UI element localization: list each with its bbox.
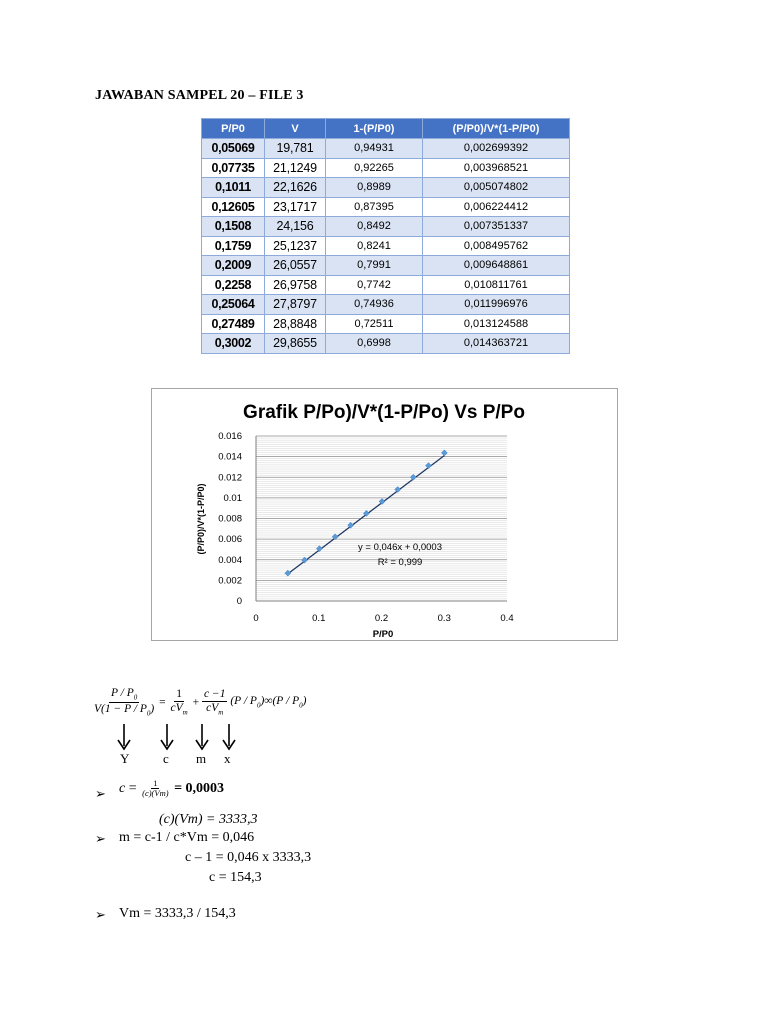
data-point bbox=[441, 450, 447, 456]
table-cell: 0,27489 bbox=[202, 314, 265, 334]
table-cell: 0,013124588 bbox=[423, 314, 570, 334]
chart-grid bbox=[256, 436, 507, 599]
table-cell: 23,1717 bbox=[265, 197, 326, 217]
table-cell: 0,25064 bbox=[202, 295, 265, 315]
table-cell: 0,92265 bbox=[326, 158, 423, 178]
table-row bbox=[202, 236, 570, 256]
y-tick-label: 0.008 bbox=[218, 513, 242, 525]
data-point bbox=[425, 463, 431, 469]
table-cell: 0,7742 bbox=[326, 275, 423, 295]
table-cell: 19,781 bbox=[265, 139, 326, 159]
table-cell: 0,1759 bbox=[202, 236, 265, 256]
table-cell: 0,006224412 bbox=[423, 197, 570, 217]
table-cell: 28,8848 bbox=[265, 314, 326, 334]
table-cell: 0,1508 bbox=[202, 217, 265, 237]
col-header-v: V bbox=[265, 119, 326, 139]
table-cell: 0,010811761 bbox=[423, 275, 570, 295]
y-tick-label: 0.012 bbox=[218, 472, 242, 484]
x-tick-label: 0.4 bbox=[500, 613, 514, 624]
data-table bbox=[201, 118, 570, 354]
table-cell: 0,3002 bbox=[202, 334, 265, 354]
table-cell: 25,1237 bbox=[265, 236, 326, 256]
y-tick-label: 0.014 bbox=[218, 451, 242, 463]
x-tick-label: 0.3 bbox=[437, 613, 451, 624]
table-cell: 0,8492 bbox=[326, 217, 423, 237]
table-cell: 0,009648861 bbox=[423, 256, 570, 276]
table-cell: 0,7991 bbox=[326, 256, 423, 276]
table-cell: 0,007351337 bbox=[423, 217, 570, 237]
step-c-numerator: 1 bbox=[153, 778, 158, 788]
table-row bbox=[202, 178, 570, 198]
y-tick-label: 0.002 bbox=[218, 575, 242, 587]
table-cell: 0,72511 bbox=[326, 314, 423, 334]
step-c-equation: c = $\frac{1}{(c)(Vm)}$ = 0,0003 bbox=[119, 778, 225, 799]
label-x: x bbox=[224, 751, 231, 766]
table-cell: 29,8655 bbox=[265, 334, 326, 354]
table-row bbox=[202, 158, 570, 178]
table-cell: 26,0557 bbox=[265, 256, 326, 276]
chart bbox=[152, 389, 617, 640]
label-m: m bbox=[196, 751, 207, 766]
x-tick-label: 0 bbox=[253, 613, 259, 624]
term-one-over-cvm bbox=[169, 688, 190, 717]
subscript-zero: 0 bbox=[146, 709, 151, 718]
bullet-icon: ➢ bbox=[95, 908, 106, 923]
y-tick-label: 0.004 bbox=[218, 554, 242, 566]
page-heading: JAWABAN SAMPEL 20 – FILE 3 bbox=[95, 88, 304, 103]
table-cell: 0,07735 bbox=[202, 158, 265, 178]
table-cell: 0,005074802 bbox=[423, 178, 570, 198]
y-tick-label: 0 bbox=[236, 596, 242, 607]
step-cvm-result: (c)(Vm) = 3333,3 bbox=[159, 812, 258, 827]
table-cell: 0,003968521 bbox=[423, 158, 570, 178]
chart-frame bbox=[151, 388, 618, 641]
y-tick-label: 0.006 bbox=[218, 534, 242, 546]
table-body bbox=[202, 139, 570, 354]
denominator-cvm: cV bbox=[206, 701, 219, 714]
table-cell: 22,1626 bbox=[265, 178, 326, 198]
subscript-m: m bbox=[182, 708, 188, 717]
table-cell: 27,8797 bbox=[265, 295, 326, 315]
step-c-denominator: (c)(Vm) bbox=[142, 788, 169, 799]
x-axis-label: P/P0 bbox=[372, 629, 394, 640]
y-axis-label: (P/P0)/V*(1-P/P0) bbox=[196, 483, 206, 555]
table-cell: 0,014363721 bbox=[423, 334, 570, 354]
y-tick-labels bbox=[218, 431, 242, 607]
label-c: c bbox=[163, 751, 169, 766]
data-point bbox=[285, 570, 291, 576]
table-cell: 24,156 bbox=[265, 217, 326, 237]
table-cell: 0,87395 bbox=[326, 197, 423, 217]
y-tick-label: 0.016 bbox=[218, 431, 242, 442]
x-tick-labels bbox=[253, 613, 513, 624]
chart-title: Grafik P/Po)/V*(1-P/Po) Vs P/Po bbox=[243, 402, 525, 423]
table-row bbox=[202, 275, 570, 295]
table-row bbox=[202, 217, 570, 237]
numerator-c-minus-1: c −1 bbox=[203, 688, 226, 701]
col-header-one-minus: 1-(P/P0) bbox=[326, 119, 423, 139]
denominator-cvm: cV bbox=[170, 701, 183, 714]
formula-part: )∞(P / P bbox=[260, 695, 300, 708]
step-c-fraction bbox=[140, 779, 170, 799]
table-cell: 0,2009 bbox=[202, 256, 265, 276]
x-tick-label: 0.2 bbox=[374, 613, 389, 624]
table-cell: 26,9758 bbox=[265, 275, 326, 295]
step-c-result: c = 154,3 bbox=[209, 870, 262, 885]
trendline-equation: y = 0,046x + 0,0003 bbox=[358, 542, 442, 553]
subscript-zero: 0 bbox=[133, 693, 138, 702]
formula-part: (P / P bbox=[230, 695, 257, 708]
col-header-p-p0: P/P0 bbox=[202, 119, 265, 139]
table-cell: 0,8989 bbox=[326, 178, 423, 198]
table-cell: 0,008495762 bbox=[423, 236, 570, 256]
table-row bbox=[202, 334, 570, 354]
label-y: Y bbox=[120, 751, 130, 766]
x-tick-label: 0.1 bbox=[312, 613, 326, 624]
table-row bbox=[202, 139, 570, 159]
lhs-numerator: P / P bbox=[110, 687, 134, 699]
bet-equation: $\frac{P / P_0}{V(1 - P / P_0)}$ = $\frac{1}{cV_m}$ + $\frac{c -1}{cV_m}$ $(P / P_0)\infty(P / P_0)$ bbox=[94, 687, 307, 718]
step-vm-equation: Vm = 3333,3 / 154,3 bbox=[119, 906, 236, 921]
table-cell: 0,011996976 bbox=[423, 295, 570, 315]
col-header-ratio: (P/P0)/V*(1-P/P0) bbox=[423, 119, 570, 139]
lhs-denominator: V(1 − P / P bbox=[94, 702, 147, 715]
step-c-value: = 0,0003 bbox=[174, 780, 225, 796]
step-m-equation: m = c-1 / c*Vm = 0,046 bbox=[119, 830, 255, 845]
table-cell: 0,6998 bbox=[326, 334, 423, 354]
table-cell: 0,94931 bbox=[326, 139, 423, 159]
r-squared-label: R² = 0,999 bbox=[377, 557, 423, 568]
table-row bbox=[202, 295, 570, 315]
bullet-icon: ➢ bbox=[95, 832, 106, 847]
step-c-symbol: c bbox=[119, 780, 126, 796]
table-row bbox=[202, 197, 570, 217]
subscript-m: m bbox=[218, 708, 224, 717]
table-cell: 0,002699392 bbox=[423, 139, 570, 159]
table-row bbox=[202, 256, 570, 276]
numerator-one: 1 bbox=[176, 688, 182, 701]
table-row bbox=[202, 314, 570, 334]
table-cell: 0,8241 bbox=[326, 236, 423, 256]
table-cell: 0,1011 bbox=[202, 178, 265, 198]
table-cell: 0,74936 bbox=[326, 295, 423, 315]
table-cell: 21,1249 bbox=[265, 158, 326, 178]
formula-part: ) bbox=[302, 695, 307, 708]
step-c-minus-one: c – 1 = 0,046 x 3333,3 bbox=[185, 850, 312, 865]
subscript-zero: 0 bbox=[299, 701, 303, 710]
table-cell: 0,05069 bbox=[202, 139, 265, 159]
y-tick-label: 0.01 bbox=[223, 492, 242, 504]
table-header-row bbox=[202, 119, 570, 139]
term-c-minus-one bbox=[202, 688, 228, 717]
bullet-icon: ➢ bbox=[95, 787, 106, 802]
table-cell: 0,2258 bbox=[202, 275, 265, 295]
lhs-fraction: $\frac{P / P_0}{V(1 - P / P_0)}$ bbox=[94, 687, 155, 718]
table-cell: 0,12605 bbox=[202, 197, 265, 217]
subscript-zero: 0 bbox=[256, 701, 261, 710]
